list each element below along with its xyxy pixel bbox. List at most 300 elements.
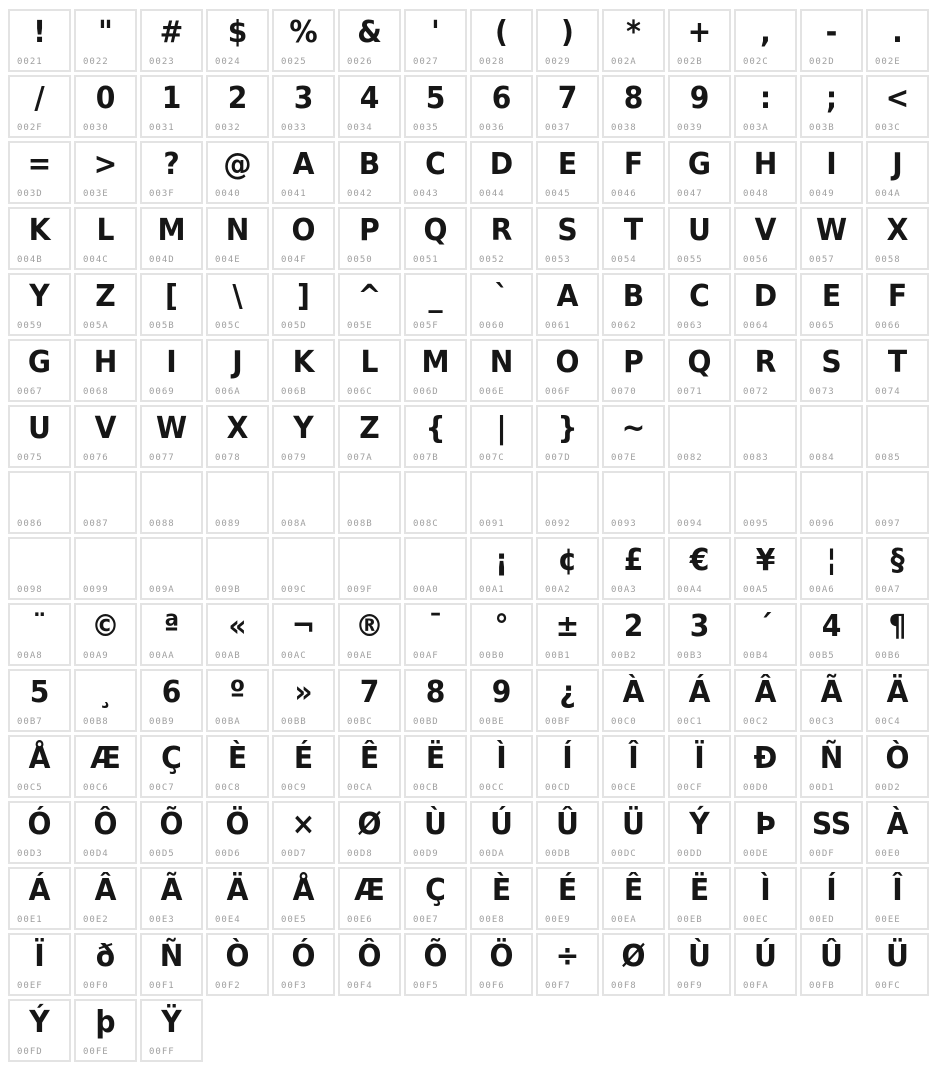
glyph-cell[interactable] [74,603,137,666]
glyph-cell[interactable] [206,867,269,930]
glyph [12,539,67,583]
glyph-cell[interactable] [404,405,467,468]
glyph-cell[interactable] [74,735,137,798]
glyph-cell[interactable] [602,735,665,798]
glyph-cell[interactable] [866,207,929,270]
glyph: D [489,147,514,182]
glyph-cell[interactable] [734,75,797,138]
glyph-cell[interactable] [470,471,533,534]
codepoint-label: 008C [413,519,439,529]
glyph-cell[interactable] [272,537,335,600]
glyph-cell[interactable] [800,669,863,732]
glyph-cell[interactable] [866,537,929,600]
glyph-cell[interactable] [470,537,533,600]
glyph-cell[interactable] [74,867,137,930]
glyph-cell[interactable] [668,75,731,138]
glyph-cell[interactable] [272,339,335,402]
glyph-cell[interactable] [536,867,599,930]
glyph: ¿ [559,675,576,710]
glyph-cell[interactable] [734,9,797,72]
glyph-cell[interactable] [206,537,269,600]
codepoint-label: 006A [215,387,241,397]
glyph-cell[interactable] [206,339,269,402]
glyph-cell[interactable] [404,867,467,930]
glyph: Ê [359,741,380,776]
glyph-cell[interactable] [602,537,665,600]
glyph-cell[interactable] [800,933,863,996]
glyph-cell[interactable] [8,999,71,1062]
glyph-cell[interactable] [470,207,533,270]
codepoint-label: 002E [875,57,901,67]
glyph-cell[interactable] [140,669,203,732]
glyph-cell[interactable] [800,603,863,666]
glyph: B [358,147,381,182]
glyph-cell[interactable] [272,207,335,270]
glyph-cell[interactable] [536,141,599,204]
glyph: ¸ [98,675,113,710]
glyph-cell[interactable] [734,141,797,204]
glyph: O [555,345,580,380]
glyph-cell[interactable] [668,339,731,402]
glyph-cell[interactable] [8,339,71,402]
glyph-cell[interactable] [272,603,335,666]
glyph-cell[interactable] [668,9,731,72]
glyph-cell[interactable] [140,999,203,1062]
glyph-cell[interactable] [404,339,467,402]
glyph-cell[interactable] [338,207,401,270]
glyph: Y [293,411,314,446]
glyph-cell[interactable] [404,669,467,732]
codepoint-label: 0033 [281,123,307,133]
codepoint-label: 0083 [743,453,769,463]
glyph: 6 [161,675,182,710]
glyph-cell[interactable] [734,933,797,996]
glyph: ÷ [555,939,580,974]
glyph-cell[interactable] [206,735,269,798]
glyph-cell[interactable] [206,9,269,72]
glyph: 4 [359,81,380,116]
codepoint-label: 00F4 [347,981,373,991]
glyph-cell[interactable] [668,537,731,600]
glyph-cell[interactable] [404,471,467,534]
glyph-cell[interactable] [206,933,269,996]
glyph-cell[interactable] [602,801,665,864]
glyph-cell[interactable] [272,75,335,138]
glyph-cell[interactable] [74,141,137,204]
glyph-cell[interactable] [734,471,797,534]
glyph-cell[interactable] [536,537,599,600]
codepoint-label: 00B9 [149,717,175,727]
glyph-cell[interactable] [866,801,929,864]
glyph-cell[interactable] [602,141,665,204]
glyph-cell[interactable] [734,273,797,336]
glyph-cell[interactable] [866,75,929,138]
glyph-cell[interactable] [668,405,731,468]
glyph-cell[interactable] [404,735,467,798]
codepoint-label: 004E [215,255,241,265]
glyph-cell[interactable] [800,339,863,402]
glyph: 2 [623,609,644,644]
codepoint-label: 005C [215,321,241,331]
glyph-cell[interactable] [272,405,335,468]
glyph: 1 [161,81,182,116]
glyph: Ö [225,807,250,842]
glyph-cell[interactable] [800,537,863,600]
glyph-cell[interactable] [206,75,269,138]
glyph: R [490,213,513,248]
glyph-cell[interactable] [74,537,137,600]
glyph-cell[interactable] [206,801,269,864]
glyph-cell[interactable] [734,735,797,798]
glyph-cell[interactable] [140,405,203,468]
glyph-cell[interactable] [470,339,533,402]
glyph-cell[interactable] [668,141,731,204]
glyph-cell[interactable] [800,471,863,534]
glyph-cell[interactable] [8,669,71,732]
glyph-cell[interactable] [734,801,797,864]
glyph-cell[interactable] [404,801,467,864]
glyph-cell[interactable] [404,537,467,600]
glyph-cell[interactable] [734,603,797,666]
glyph-cell[interactable] [338,75,401,138]
glyph-cell[interactable] [866,471,929,534]
glyph-cell[interactable] [536,405,599,468]
glyph-cell[interactable] [338,141,401,204]
codepoint-label: 0030 [83,123,109,133]
glyph-cell[interactable] [338,603,401,666]
glyph-cell[interactable] [470,9,533,72]
glyph-cell[interactable] [668,669,731,732]
glyph-cell[interactable] [602,273,665,336]
glyph-cell[interactable] [8,75,71,138]
glyph-cell[interactable] [602,933,665,996]
glyph-cell[interactable] [470,75,533,138]
glyph: $ [227,15,248,50]
glyph: Ì [760,873,771,908]
glyph-cell[interactable] [602,405,665,468]
glyph-cell[interactable] [536,273,599,336]
glyph-cell[interactable] [272,9,335,72]
glyph-cell[interactable] [338,9,401,72]
glyph-cell[interactable] [866,867,929,930]
glyph: Â [94,873,117,908]
codepoint-label: 00C5 [17,783,43,793]
glyph-cell[interactable] [272,933,335,996]
glyph: H [753,147,778,182]
glyph-cell[interactable] [8,801,71,864]
glyph-cell[interactable] [206,273,269,336]
codepoint-label: 002A [611,57,637,67]
codepoint-label: 00DC [611,849,637,859]
glyph-cell[interactable] [140,801,203,864]
glyph-cell[interactable] [74,339,137,402]
glyph-cell[interactable] [470,603,533,666]
glyph-cell[interactable] [8,537,71,600]
glyph-cell[interactable] [140,471,203,534]
glyph: S [821,345,842,380]
glyph: / [34,81,45,116]
glyph-cell[interactable] [206,471,269,534]
codepoint-label: 005E [347,321,373,331]
glyph-cell[interactable] [668,933,731,996]
glyph-cell[interactable] [536,75,599,138]
glyph-cell[interactable] [8,207,71,270]
glyph-cell[interactable] [140,603,203,666]
glyph-cell[interactable] [734,669,797,732]
glyph-cell[interactable] [602,9,665,72]
glyph-cell[interactable] [140,273,203,336]
glyph-cell[interactable] [602,207,665,270]
glyph: , [760,15,771,50]
glyph-cell[interactable] [206,141,269,204]
glyph-cell[interactable] [338,801,401,864]
glyph-cell[interactable] [470,867,533,930]
glyph-cell[interactable] [8,405,71,468]
glyph-cell[interactable] [8,735,71,798]
codepoint-label: 0051 [413,255,439,265]
glyph-cell[interactable] [272,141,335,204]
codepoint-label: 0098 [17,585,43,595]
glyph-cell[interactable] [866,141,929,204]
glyph-cell[interactable] [140,933,203,996]
codepoint-label: 00C0 [611,717,637,727]
glyph-cell[interactable] [206,669,269,732]
glyph-cell[interactable] [74,405,137,468]
glyph-cell[interactable] [800,9,863,72]
glyph-cell[interactable] [602,471,665,534]
glyph-cell[interactable] [800,801,863,864]
glyph [276,539,331,583]
glyph-cell[interactable] [734,207,797,270]
codepoint-label: 00D9 [413,849,439,859]
glyph-cell[interactable] [536,735,599,798]
glyph-cell[interactable] [404,141,467,204]
glyph [78,539,133,583]
glyph-cell[interactable] [866,933,929,996]
codepoint-label: 00A5 [743,585,769,595]
codepoint-label: 00CA [347,783,373,793]
glyph: Õ [423,939,448,974]
glyph-cell[interactable] [734,867,797,930]
glyph-cell[interactable] [404,933,467,996]
glyph-cell[interactable] [734,537,797,600]
codepoint-label: 004B [17,255,43,265]
glyph-cell[interactable] [866,273,929,336]
glyph-cell[interactable] [140,339,203,402]
codepoint-label: 0068 [83,387,109,397]
codepoint-label: 00F0 [83,981,109,991]
codepoint-label: 0060 [479,321,505,331]
glyph-cell[interactable] [272,471,335,534]
codepoint-label: 00E0 [875,849,901,859]
glyph-cell[interactable] [140,537,203,600]
codepoint-label: 006D [413,387,439,397]
codepoint-label: 0096 [809,519,835,529]
glyph-cell[interactable] [272,801,335,864]
glyph-cell[interactable] [668,867,731,930]
glyph-cell[interactable] [470,933,533,996]
codepoint-label: 0072 [743,387,769,397]
glyph: ¦ [826,543,837,578]
glyph-cell[interactable] [536,603,599,666]
glyph-cell[interactable] [272,735,335,798]
glyph-cell[interactable] [140,9,203,72]
glyph-cell[interactable] [470,273,533,336]
glyph-cell[interactable] [140,75,203,138]
glyph-cell[interactable] [866,339,929,402]
glyph-cell[interactable] [866,9,929,72]
codepoint-label: 00BD [413,717,439,727]
glyph-cell[interactable] [668,471,731,534]
glyph [804,407,859,451]
glyph-cell[interactable] [866,603,929,666]
glyph-cell[interactable] [206,405,269,468]
glyph-cell[interactable] [602,603,665,666]
glyph: I [826,147,837,182]
glyph-cell[interactable] [206,207,269,270]
glyph-cell[interactable] [140,207,203,270]
glyph-cell[interactable] [8,9,71,72]
glyph-cell[interactable] [734,339,797,402]
glyph: É [293,741,314,776]
glyph-cell[interactable] [74,207,137,270]
codepoint-label: 0037 [545,123,571,133]
glyph-cell[interactable] [536,207,599,270]
glyph-cell[interactable] [8,273,71,336]
glyph-cell[interactable] [866,669,929,732]
glyph-cell[interactable] [74,801,137,864]
glyph-cell[interactable] [8,471,71,534]
glyph-cell[interactable] [74,273,137,336]
glyph-cell[interactable] [140,735,203,798]
glyph-cell[interactable] [74,669,137,732]
glyph-cell[interactable] [404,273,467,336]
glyph-cell[interactable] [536,9,599,72]
glyph-cell[interactable] [338,471,401,534]
glyph-cell[interactable] [470,405,533,468]
glyph-cell[interactable] [800,405,863,468]
codepoint-label: 0062 [611,321,637,331]
glyph-cell[interactable] [536,801,599,864]
glyph-cell[interactable] [668,273,731,336]
glyph-cell[interactable] [74,933,137,996]
glyph-cell[interactable] [206,603,269,666]
glyph: ' [431,15,440,50]
codepoint-label: 00F9 [677,981,703,991]
codepoint-label: 00CC [479,783,505,793]
glyph-cell[interactable] [800,273,863,336]
codepoint-label: 00B2 [611,651,637,661]
glyph: ` [494,279,509,314]
glyph-cell[interactable] [338,339,401,402]
glyph-cell[interactable] [74,471,137,534]
glyph [606,473,661,517]
glyph-cell[interactable] [668,207,731,270]
glyph-cell[interactable] [800,75,863,138]
glyph: Ã [160,873,183,908]
glyph-cell[interactable] [272,669,335,732]
codepoint-label: 005A [83,321,109,331]
codepoint-label: 0022 [83,57,109,67]
codepoint-label: 0052 [479,255,505,265]
glyph-cell[interactable] [338,405,401,468]
glyph-cell[interactable] [668,801,731,864]
glyph-cell[interactable] [404,9,467,72]
codepoint-label: 00D0 [743,783,769,793]
glyph-cell[interactable] [338,933,401,996]
glyph-cell[interactable] [470,801,533,864]
codepoint-label: 007E [611,453,637,463]
codepoint-label: 0027 [413,57,439,67]
glyph-cell[interactable] [734,405,797,468]
glyph-cell[interactable] [338,669,401,732]
glyph-cell[interactable] [338,867,401,930]
glyph-cell[interactable] [272,273,335,336]
glyph-cell[interactable] [404,207,467,270]
glyph-cell[interactable] [602,75,665,138]
glyph-cell[interactable] [470,669,533,732]
codepoint-label: 003F [149,189,175,199]
glyph-cell[interactable] [602,669,665,732]
glyph: L [96,213,115,248]
glyph: Y [29,279,50,314]
codepoint-label: 002D [809,57,835,67]
glyph-cell[interactable] [272,867,335,930]
glyph-cell[interactable] [74,9,137,72]
glyph-cell[interactable] [800,735,863,798]
glyph-cell[interactable] [602,867,665,930]
codepoint-label: 00CF [677,783,703,793]
codepoint-label: 0031 [149,123,175,133]
glyph-cell[interactable] [140,141,203,204]
glyph-cell[interactable] [536,471,599,534]
glyph-cell[interactable] [338,735,401,798]
glyph-cell[interactable] [8,867,71,930]
glyph-cell[interactable] [668,603,731,666]
glyph-cell[interactable] [866,405,929,468]
glyph-cell[interactable] [8,141,71,204]
glyph-cell[interactable] [338,273,401,336]
glyph-cell[interactable] [668,735,731,798]
glyph [144,539,199,583]
glyph-cell[interactable] [470,735,533,798]
glyph-cell[interactable] [404,603,467,666]
glyph-cell[interactable] [8,933,71,996]
glyph: ð [95,939,116,974]
glyph-cell[interactable] [536,339,599,402]
glyph-cell[interactable] [338,537,401,600]
glyph-cell[interactable] [800,867,863,930]
glyph-cell[interactable] [602,339,665,402]
codepoint-label: 0073 [809,387,835,397]
glyph: D [753,279,778,314]
glyph: # [159,15,184,50]
glyph: C [689,279,710,314]
glyph-cell[interactable] [866,735,929,798]
glyph-cell[interactable] [404,75,467,138]
glyph-cell[interactable] [800,207,863,270]
glyph-cell[interactable] [536,669,599,732]
glyph-cell[interactable] [800,141,863,204]
glyph-cell[interactable] [536,933,599,996]
codepoint-label: 00FE [83,1047,109,1057]
glyph-cell[interactable] [74,75,137,138]
glyph-cell[interactable] [8,603,71,666]
codepoint-label: 0064 [743,321,769,331]
glyph-cell[interactable] [470,141,533,204]
glyph-cell[interactable] [140,867,203,930]
glyph-cell[interactable] [74,999,137,1062]
